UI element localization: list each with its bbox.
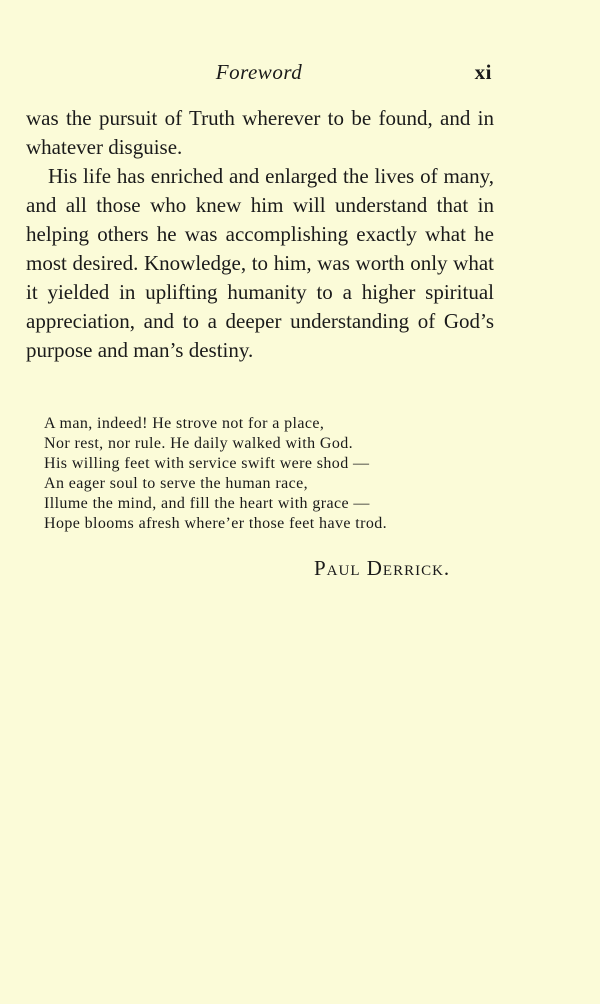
poem-line: A man, indeed! He strove not for a place,: [44, 415, 325, 432]
poem-line: An eager soul to serve the human race,: [44, 475, 308, 492]
poem-line: Hope blooms afresh where’er those feet have trod.: [44, 515, 388, 532]
poem-line: Illume the mind, and fill the heart with grace —: [44, 495, 370, 512]
body-text: [26, 104, 494, 365]
paragraph: His life has enriched and enlarged the lives of many, and all those who knew him will understand that in helping others he was accomplishing exactly what he most desired. Knowledge, to him, was worth only what it yielded in uplifting humanity to a higher spiritual appreciation, and to a deeper understanding of God’s purpose and man’s destiny.: [26, 164, 494, 362]
signature: Paul Derrick.: [314, 556, 451, 580]
paragraph-continued: was the pursuit of Truth wherever to be found, and in whatever disguise.: [26, 106, 494, 159]
page-number: xi: [474, 60, 492, 84]
running-head: [26, 60, 492, 88]
poem-line: His willing feet with service swift were shod —: [44, 455, 370, 472]
poem: [44, 414, 484, 534]
poem-line: Nor rest, nor rule. He daily walked with God.: [44, 435, 354, 452]
chapter-title: Foreword: [215, 60, 303, 84]
